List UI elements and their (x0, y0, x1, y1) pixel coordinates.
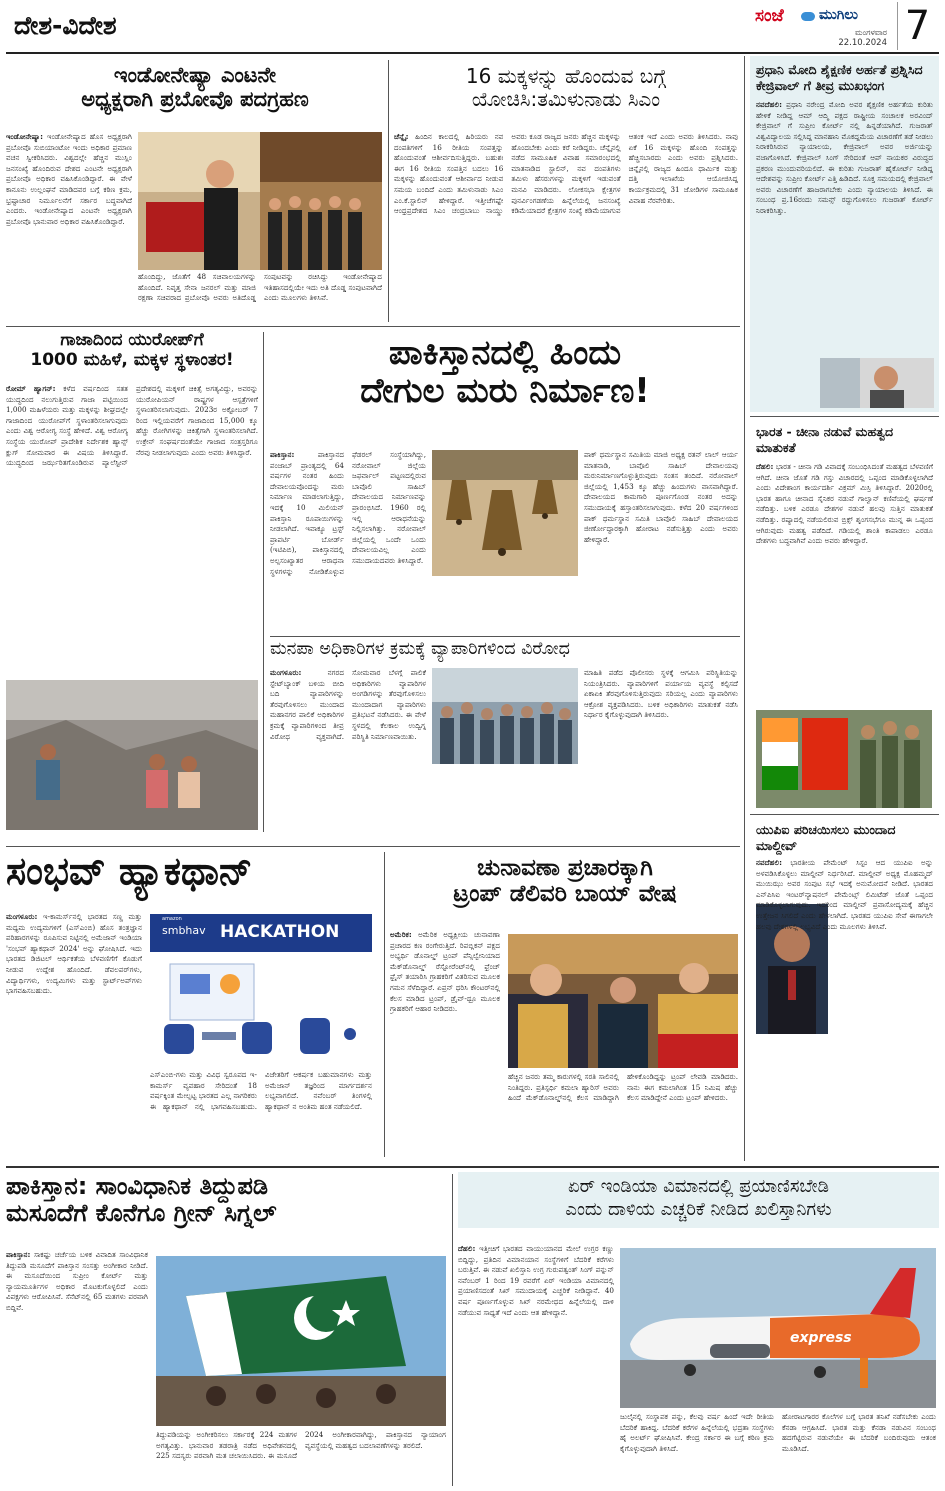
trump-dateline: ಅಮೆರಿಕ: (390, 930, 412, 939)
manapa-body-a: ಮಂಗಳೂರು: ನಗರದ ಸ್ಟೇಟ್‌ಬ್ಯಾಂಕ್ ಬಳಿಯ ಬೀದಿ ಬದಿ ವ್ಯಾಪಾರಿಗಳನ್ನು ತೆರವುಗೊಳಿಸಲು ಮುಂದಾದ ಮಹಾನಗರ ಪಾಲಿಕೆ ಅಧಿಕಾರಿಗಳ ಕ್ರಮಕ್ಕೆ ವ್ಯಾಪಾರಿಗಳಿಂದ ತೀವ್ರ ವಿರೋಧ ವ್ಯಕ್ತವಾಗಿದೆ. ಸೋಮವಾರ ಬೆಳಗ್ಗೆ ಪಾಲಿಕೆ ಅಧಿಕಾರಿಗಳು ವ್ಯಾಪಾರಿಗಳ ಅಂಗಡಿಗಳನ್ನು ತೆರವುಗೊಳಿಸಲು ಮುಂದಾದಾಗ ವ್ಯಾಪಾರಿಗಳು ಪ್ರತಿಭಟನೆ ನಡೆಸಿದರು. ಈ ವೇಳೆ ಸ್ಥಳದಲ್ಲಿ ಕೆಲಕಾಲ ಉದ್ವಿಗ್ನ ಪರಿಸ್ಥಿತಿ ನಿರ್ಮಾಣವಾಯಿತು. (270, 668, 426, 741)
tamilnadu-headline-1: 16 ಮಕ್ಕಳನ್ನು ಹೊಂದುವ ಬಗ್ಗೆ (465, 64, 667, 88)
manapa-dateline: ಮಂಗಳೂರು: (270, 668, 302, 677)
article-maldives (750, 818, 939, 1161)
indonesia-body-a: ಇಂಡೋನೇಷ್ಯಾ: ಇಂಡೋನೇಷ್ಯಾದ ಹೊಸ ಅಧ್ಯಕ್ಷರಾಗಿ ಪ್ರಬೋವೊ ಸುಬಿಯಾಂಟೋ ಇಂದು ಅಧಿಕಾರ ಪ್ರಮಾಣ ವಚನ ಸ್ವೀಕರಿಸಿದರು. ವಿಶ್ವದಲ್ಲೇ ಹೆಚ್ಚಿನ ಮುಸ್ಲಿಂ ಜನಸಂಖ್ಯೆ ಹೊಂದಿರುವ ದೇಶದ ಎಂಟನೇ ಅಧ್ಯಕ್ಷರಾಗಿ ಪ್ರಬೋವೊ ಅಧಿಕಾರ ವಹಿಸಿಕೊಂಡಿದ್ದಾರೆ. ಈ ವೇಳೆ ಕಾನೂನು ಉಲ್ಲಂಘನೆ ಮಾಡಿದವರ ಬಗ್ಗೆ ಕಠಿಣ ಕ್ರಮ, ಭ್ರಷ್ಟಾಚಾರ ನಿರ್ಮೂಲನೆಗೆ ಸರ್ಕಾರ ಬದ್ಧವಾಗಿದೆ ಎಂದರು. ಇಂಡೋನೇಷ್ಯಾದ ಎಂಟನೇ ಅಧ್ಯಕ್ಷರಾಗಿ ಪ್ರಬೋವೊ ಭಾನುವಾರ ಅಧಿಕಾರ ವಹಿಸಿಕೊಂಡಿದ್ದಾರೆ. (6, 132, 132, 226)
article-trump (390, 852, 740, 1157)
tamilnadu-headline-2: ಯೋಚಿಸಿ:ತಮಿಳುನಾಡು ಸಿಎಂ (471, 87, 661, 111)
article-manapa (270, 640, 740, 836)
indonesia-photo-art (138, 132, 382, 270)
india-china-dateline: ದೆಹಲಿ: (756, 462, 774, 471)
indonesia-headline-2: ಅಧ್ಯಕ್ಷರಾಗಿ ಪ್ರಬೋವೊ ಪದಗ್ರಹಣ (81, 87, 309, 112)
logo-sanje: ಸಂಜೆ (755, 6, 784, 26)
temple-body-a: ಪಾಕಿಸ್ತಾನ: ಪಾಕಿಸ್ತಾನದ ಪಂಜಾಬ್ ಪ್ರಾಂತ್ಯದಲ್ಲಿ 64 ವರ್ಷಗಳ ನಂತರ ಹಿಂದು ದೇವಾಲಯವೊಂದನ್ನು ಮರು ನಿರ್ಮಾಣ ಮಾಡಲಾಗುತ್ತಿದ್ದು, ಇದಕ್ಕೆ 10 ಮಿಲಿಯನ್ ಪಾಕಿಸ್ತಾನಿ ರೂಪಾಯಿಗಳನ್ನು ನೀಡಲಾಗಿದೆ. ಇವಾಕ್ಯೂ ಟ್ರಸ್ಟ್ ಪ್ರಾಪರ್ಟಿ ಬೋರ್ಡ್ (ಇಟಿಪಿಬಿ), ಪಾಕಿಸ್ತಾನದಲ್ಲಿ ಅಲ್ಪಸಂಖ್ಯಾತರ ಆರಾಧನಾ ಸ್ಥಳಗಳನ್ನು ನೋಡಿಕೊಳ್ಳುವ ಫೆಡರಲ್ ಸಂಸ್ಥೆಯಾಗಿದ್ದು, ನರೋವಾಲ್ ಜಿಲ್ಲೆಯ ಜಫರ್ವಾಲ್ ಪಟ್ಟಣದಲ್ಲಿರುವ ಬಾವೊಲಿ ಸಾಹಿಬ್ ದೇವಾಲಯದ ನಿರ್ಮಾಣವನ್ನು ಪ್ರಾರಂಭಿಸಿದೆ. 1960 ರಲ್ಲಿ ಇಲ್ಲಿ ಆರಾಧನೆಯನ್ನು ನಿಲ್ಲಿಸಲಾಗಿತ್ತು. ನರೋವಾಲ್ ಜಿಲ್ಲೆಯಲ್ಲಿ ಒಂದೇ ಒಂದು ದೇವಾಲಯವಿಲ್ಲ ಎಂದು ಸಮುದಾಯದವರು ತಿಳಿಸಿದ್ದಾರೆ. (270, 450, 426, 576)
masthead-rule (6, 52, 939, 54)
tamilnadu-dateline: ಚೆನ್ನೈ: (394, 132, 409, 141)
trump-headline-2: ಟ್ರಂಪ್ ಡೆಲಿವರಿ ಬಾಯ್ ವೇಷ (453, 881, 677, 908)
air-india-express-photo (620, 1248, 936, 1408)
maldives-headline: ಯುಪಿಐ ಪರಿಚಯಿಸಲು ಮುಂದಾದ ಮಾಲ್ದೀವ್ (756, 822, 896, 853)
article-indonesia (6, 60, 384, 322)
air-india-headline-2: ಎಂದು ದಾಳಿಯ ಎಚ್ಚರಿಕೆ ನೀಡಿದ ಖಲಿಸ್ತಾನಿಗಳು (565, 1198, 832, 1220)
amendment-headline-2: ಮಸೂದೆಗೆ ಕೊನೆಗೂ ಗ್ರೀನ್ ಸಿಗ್ನಲ್ (6, 1199, 277, 1228)
page-number: 7 (897, 2, 937, 50)
article-air-india (458, 1172, 939, 1486)
trump-photo (508, 934, 738, 1068)
amendment-body-a: ಪಾಕಿಸ್ತಾನ: ಸಾಕಷ್ಟು ಚರ್ಚೆಯ ಬಳಿಕ ವಿವಾದಿತ ಸಾಂವಿಧಾನಿಕ ತಿದ್ದುಪಡಿ ಮಸೂದೆಗೆ ಪಾಕಿಸ್ತಾನ ಸಂಸತ್ತು ಅಂಗೀಕಾರ ನೀಡಿದೆ. ಈ ಮಸೂದೆಯಿಂದ ಸುಪ್ರೀಂ ಕೋರ್ಟ್ ಮತ್ತು ನ್ಯಾಯಮೂರ್ತಿಗಳ ಅಧಿಕಾರ ಮೊಟಕುಗೊಳ್ಳಲಿದೆ ಎಂದು ವಿಪಕ್ಷಗಳು ಆರೋಪಿಸಿವೆ. ಸೆನೆಟ್‌ನಲ್ಲಿ 65 ಮತಗಳು ಪರವಾಗಿ ಬಿದ್ದಿವೆ. (6, 1250, 148, 1312)
logo-cloud-icon (801, 12, 815, 21)
maldives-body: ನವದೆಹಲಿ: ಭಾರತೀಯ ಪೇಮೆಂಟ್ ಸಿಸ್ಟಂ ಆದ ಯುಪಿಐ ಅನ್ನು ಅಳವಡಿಸಿಕೊಳ್ಳಲು ಮಾಲ್ದೀವ್ ನಿರ್ಧರಿಸಿದೆ. ಮಾಲ್ದೀವ್ ಅಧ್ಯಕ್ಷ ಮೊಹಮ್ಮದ್ ಮುಯಿಝು ಅವರ ಸಂಪುಟ ಸಭೆ ಇದಕ್ಕೆ ಅನುಮೋದನೆ ನೀಡಿದೆ. ಭಾರತದ ಎನ್‌ಪಿಸಿಐ ಇಂಟರ್‌ನ್ಯಾಷನಲ್ ಪೇಮೆಂಟ್ಸ್ ಲಿಮಿಟೆಡ್ ಜೊತೆ ಒಪ್ಪಂದ ಮಾಡಿಕೊಳ್ಳಲಾಗುವುದು. ಇದರಿಂದ ಮಾಲ್ದೀವ್ ಪ್ರವಾಸೋದ್ಯಮಕ್ಕೆ ಹೆಚ್ಚಿನ ಉತ್ತೇಜನ ಸಿಗಲಿದೆ ಎಂದು ಹೇಳಲಾಗಿದೆ. ಭಾರತದ ಯುಪಿಐ ಸೇವೆ ಈಗಾಗಲೇ ಹಲವು ದೇಶಗಳಲ್ಲಿ ಲಭ್ಯವಿದೆ ಎಂದು ಮೂಲಗಳು ತಿಳಿಸಿವೆ. (756, 858, 933, 931)
temple-body-b: ಪಾಕ್ ಧರ್ಮಸ್ಥಾನ ಸಮಿತಿಯ ಮಾಜಿ ಅಧ್ಯಕ್ಷ ರತನ್ ಲಾಲ್ ಆರ್ಯ ಮಾತನಾಡಿ, ಬಾವೊಲಿ ಸಾಹಿಬ್ ದೇವಾಲಯವು ಮರುನಿರ್ಮಾಣಗೊಳ್ಳುತ್ತಿರುವುದು ಸಂತಸ ತಂದಿದೆ. ನರೋವಾಲ್ ಜಿಲ್ಲೆಯಲ್ಲಿ 1,453 ಕ್ಕೂ ಹೆಚ್ಚು ಹಿಂದುಗಳು ವಾಸವಾಗಿದ್ದಾರೆ. ದೇವಾಲಯದ ಕಾಮಗಾರಿ ಪೂರ್ಣಗೊಂಡ ನಂತರ ಅದನ್ನು ಸಮುದಾಯಕ್ಕೆ ಹಸ್ತಾಂತರಿಸಲಾಗುವುದು. ಕಳೆದ 20 ವರ್ಷಗಳಿಂದ ಪಾಕ್ ಧರ್ಮಸ್ಥಾನ ಸಮಿತಿ ಬಾವೊಲಿ ಸಾಹಿಬ್ ದೇವಾಲಯದ ಜೀರ್ಣೋದ್ಧಾರಕ್ಕಾಗಿ ಹೋರಾಟ ನಡೆಸುತ್ತಿತ್ತು ಎಂದು ಅವರು ಹೇಳಿದ್ದಾರೆ. (584, 450, 738, 544)
modi-dateline: ನವದೆಹಲಿ: (756, 100, 782, 109)
masthead-date: 22.10.2024 (838, 38, 887, 48)
article-hackathon (6, 852, 378, 1157)
hackathon-brand: smbhav (162, 924, 206, 937)
logo-mugilu: ಮುಗಿಲು (819, 7, 858, 23)
air-india-dateline: ದೆಹಲಿ: (458, 1244, 476, 1253)
article-pakistan-temple (270, 332, 740, 632)
gaza-photo (6, 680, 258, 830)
amendment-body-b: ತಿದ್ದುಪಡಿಯನ್ನು ಅಂಗೀಕರಿಸಲು ಸರ್ಕಾರಕ್ಕೆ 224 ಮತಗಳ ಅಗತ್ಯವಿತ್ತು. ಭಾನುವಾರ ತಡರಾತ್ರಿ ನಡೆದ ಅಧಿವೇಶನದಲ್ಲಿ 225 ಸದಸ್ಯರು ಪರವಾಗಿ ಮತ ಚಲಾಯಿಸಿದರು. ಈ ಮಸೂದೆ 2024 ಅಂಗೀಕಾರವಾಗಿದ್ದು, ಪಾಕಿಸ್ತಾನದ ನ್ಯಾಯಾಂಗ ವ್ಯವಸ್ಥೆಯಲ್ಲಿ ಮಹತ್ವದ ಬದಲಾವಣೆಗಳನ್ನು ತರಲಿದೆ. (156, 1430, 446, 1461)
modi-headline: ಪ್ರಧಾನಿ ಮೋದಿ ಶೈಕ್ಷಣಿಕ ಅರ್ಹತೆ ಪ್ರಶ್ನಿಸಿದ ಕೇಜ್ರಿವಾಲ್ ಗೆ ತೀವ್ರ ಮುಖಭಂಗ (756, 62, 923, 93)
hackathon-graphic (150, 914, 372, 1064)
article-modi (750, 56, 939, 412)
temple-dateline: ಪಾಕಿಸ್ತಾನ: (270, 450, 295, 459)
indonesia-headline-1: ಇಂಡೋನೇಷ್ಯಾ ಎಂಟನೇ (113, 63, 277, 87)
article-pakistan-amendment (6, 1174, 448, 1486)
air-india-body-a: ದೆಹಲಿ: ಇತ್ತೀಚಿಗೆ ಭಾರತದ ವಾಯುಯಾನದ ಮೇಲೆ ಉಗ್ರರ ಕಣ್ಣು ಬಿದ್ದಿದ್ದು, ಪ್ರತಿದಿನ ವಿಮಾನಯಾನ ಸಂಸ್ಥೆಗಳಿಗೆ ಬೆದರಿಕೆ ಕರೆಗಳು ಬರುತ್ತಿವೆ. ಈ ನಡುವೆ ಖಲಿಸ್ತಾನಿ ಉಗ್ರ ಗುರುಪತ್ವಂತ್ ಸಿಂಗ್ ಪನ್ನುನ್ ನವೆಂಬರ್ 1 ರಿಂದ 19 ರವರೆಗೆ ಏರ್ ಇಂಡಿಯಾ ವಿಮಾನದಲ್ಲಿ ಪ್ರಯಾಣಿಸದಂತೆ ಸಿಖ್ ಸಮುದಾಯಕ್ಕೆ ಎಚ್ಚರಿಕೆ ನೀಡಿದ್ದಾನೆ. 40 ವರ್ಷ ಪೂರ್ಣಗೊಳ್ಳುವ ಸಿಖ್ ನರಮೇಧದ ಹಿನ್ನೆಲೆಯಲ್ಲಿ ದಾಳಿ ನಡೆಯುವ ಸಾಧ್ಯತೆ ಇದೆ ಎಂದು ಆತ ಹೇಳಿದ್ದಾನೆ. (458, 1244, 614, 1317)
article-tamilnadu (394, 60, 738, 322)
hackathon-body-b: ಎಸ್‌ಎಂಬಿ-ಗಳು ಮತ್ತು ವಿವಿಧ ಸ್ವರೂಪದ ಇ-ಕಾಮರ್ಸ್ ವ್ಯವಹಾರ ಸೇರಿದಂತೆ 18 ವರ್ಷಕ್ಕಿಂತ ಮೇಲ್ಪಟ್ಟ ಭಾರತದ ಎಲ್ಲ ನಾಗರಿಕರು ಈ ಹ್ಯಾಕಥಾನ್ ನಲ್ಲಿ ಭಾಗವಹಿಸಬಹುದು. ವಿಜೇತರಿಗೆ ಆಕರ್ಷಕ ಬಹುಮಾನಗಳು ಮತ್ತು ಅಮೆಜಾನ್ ತಜ್ಞರಿಂದ ಮಾರ್ಗದರ್ಶನ ಲಭ್ಯವಾಗಲಿದೆ. ನವೆಂಬರ್ ತಿಂಗಳಲ್ಲಿ ಹ್ಯಾಕಥಾನ್ ನ ಅಂತಿಮ ಹಂತ ನಡೆಯಲಿದೆ. (150, 1070, 372, 1111)
indonesia-body-b: ಹೊಂದಿದ್ದು, ಜೊತೆಗೆ 48 ಸಚಿವಾಲಯಗಳನ್ನು ಹೊಂದಿದೆ. ನಿವೃತ್ತ ಸೇನಾ ಜನರಲ್ ಮತ್ತು ಮಾಜಿ ರಕ್ಷಣಾ ಸಚಿವರಾದ ಪ್ರಬೋವೊ ಅವರು ಅತಿದೊಡ್ಡ ಸಂಪುಟವನ್ನು ರಚಿಸಿದ್ದು ಇಂಡೋನೇಷ್ಯಾದ ಇತಿಹಾಸದಲ್ಲಿಯೇ ಇದು ಅತಿ ದೊಡ್ಡ ಸಂಪುಟವಾಗಿದೆ ಎಂದು ಮೂಲಗಳು ತಿಳಿಸಿವೆ. (138, 272, 382, 303)
india-china-photo (756, 710, 932, 808)
masthead-logo (755, 6, 891, 50)
india-china-headline: ಭಾರತ - ಚೀನಾ ನಡುವೆ ಮಹತ್ವದ ಮಾತುಕತೆ (756, 424, 894, 455)
india-china-body: ದೆಹಲಿ: ಭಾರತ - ಚೀನಾ ಗಡಿ ವಿವಾದಕ್ಕೆ ಸಂಬಂಧಿಸಿದಂತೆ ಮಹತ್ವದ ಬೆಳವಣಿಗೆ ಆಗಿದೆ. ಚೀನಾ ಜೊತೆ ಗಡಿ ಗಸ್ತು ವಿಚಾರದಲ್ಲಿ ಒಪ್ಪಂದ ಮಾಡಿಕೊಳ್ಳಲಾಗಿದೆ ಎಂದು ವಿದೇಶಾಂಗ ಕಾರ್ಯದರ್ಶಿ ವಿಕ್ರಮ್ ಮಿಸ್ರಿ ತಿಳಿಸಿದ್ದಾರೆ. 2020ರಲ್ಲಿ ಭಾರತ ಹಾಗೂ ಚೀನಾದ ಸೈನಿಕರ ನಡುವೆ ಗಾಲ್ವಾನ್ ಕಣಿವೆಯಲ್ಲಿ ಘರ್ಷಣೆ ನಡೆದಿತ್ತು. ಬಳಿಕ ಎರಡೂ ದೇಶಗಳ ನಡುವೆ ಹಲವು ಸುತ್ತಿನ ಮಾತುಕತೆ ನಡೆದಿತ್ತು. ರಷ್ಯಾದಲ್ಲಿ ನಡೆಯಲಿರುವ ಬ್ರಿಕ್ಸ್ ಶೃಂಗಸಭೆಗೂ ಮುನ್ನ ಈ ಒಪ್ಪಂದ ಆಗಿರುವುದು ಮಹತ್ವ ಪಡೆದಿದೆ. ಗಡಿಯಲ್ಲಿ ಶಾಂತಿ ಕಾಪಾಡಲು ಎರಡೂ ದೇಶಗಳು ಬದ್ಧವಾಗಿವೆ ಎಂದು ಅವರು ಹೇಳಿದ್ದಾರೆ. (756, 462, 933, 546)
section-banner (6, 6, 174, 48)
masthead-day: ಮಂಗಳವಾರ (854, 28, 887, 37)
trump-headline-1: ಚುನಾವಣಾ ಪ್ರಚಾರಕ್ಕಾಗಿ (477, 855, 653, 881)
kejriwal-photo (820, 358, 934, 408)
trump-body-a: ಅಮೆರಿಕ: ಅಮೆರಿಕ ಅಧ್ಯಕ್ಷೀಯ ಚುನಾವಣಾ ಪ್ರಚಾರದ ಕಣ ರಂಗೇರುತ್ತಿದೆ. ರಿಪಬ್ಲಿಕನ್ ಪಕ್ಷದ ಅಭ್ಯರ್ಥಿ ಡೊನಾಲ್ಡ್ ಟ್ರಂಪ್ ಪೆನ್ಸಿಲ್ವೇನಿಯಾದ ಮೆಕ್‌ಡೊನಾಲ್ಡ್ ರೆಸ್ಟೋರೆಂಟ್‌ನಲ್ಲಿ ಫ್ರೆಂಚ್ ಫ್ರೈಸ್ ತಯಾರಿಸಿ ಗ್ರಾಹಕರಿಗೆ ವಿತರಿಸುವ ಮೂಲಕ ಗಮನ ಸೆಳೆದಿದ್ದಾರೆ. ಏಪ್ರನ್ ಧರಿಸಿ ಕೌಂಟರ್‌ನಲ್ಲಿ ಕೆಲಸ ಮಾಡಿದ ಟ್ರಂಪ್, ಡ್ರೈವ್-ಥ್ರೂ ಮೂಲಕ ಗ್ರಾಹಕರಿಗೆ ಆಹಾರ ನೀಡಿದರು. (390, 930, 500, 1014)
hackathon-image-title: HACKATHON (220, 922, 340, 942)
article-gaza (6, 332, 258, 832)
manapa-headline: ಮನಪಾ ಅಧಿಕಾರಿಗಳ ಕ್ರಮಕ್ಕೆ ವ್ಯಾಪಾರಿಗಳಿಂದ ವಿರೋಧ (270, 640, 570, 659)
temple-bells-photo (432, 450, 578, 576)
air-india-livery-text: express (790, 1330, 852, 1346)
manapa-body-b: ಮಾಹಿತಿ ಪಡೆದ ಪೊಲೀಸರು ಸ್ಥಳಕ್ಕೆ ಆಗಮಿಸಿ ಪರಿಸ್ಥಿತಿಯನ್ನು ನಿಯಂತ್ರಿಸಿದರು. ವ್ಯಾಪಾರಿಗಳಿಗೆ ಪರ್ಯಾಯ ವ್ಯವಸ್ಥೆ ಕಲ್ಪಿಸದೆ ಏಕಾಏಕಿ ತೆರವುಗೊಳಿಸುತ್ತಿರುವುದು ಸರಿಯಲ್ಲ ಎಂದು ವ್ಯಾಪಾರಿಗಳು ಆಕ್ರೋಶ ವ್ಯಕ್ತಪಡಿಸಿದರು. ಬಳಿಕ ಅಧಿಕಾರಿಗಳು ಮಾತುಕತೆ ನಡೆಸಿ ನಿರ್ಧಾರ ಕೈಗೊಳ್ಳುವುದಾಗಿ ತಿಳಿಸಿದರು. (584, 668, 738, 720)
air-india-body-b: ಜುಲೈನಲ್ಲಿ ಸಂಸ್ಥಾಪಕ ಪನ್ನು, ಕೆಲವು ವರ್ಷ ಹಿಂದೆ ಇದೇ ರೀತಿಯ ಬೆದರಿಕೆ ಹಾಕಿದ್ದ. ಬೆದರಿಕೆ ಕರೆಗಳ ಹಿನ್ನೆಲೆಯಲ್ಲಿ ಭದ್ರತಾ ಸಂಸ್ಥೆಗಳು ಹೈ ಅಲರ್ಟ್ ಘೋಷಿಸಿವೆ. ಕೇಂದ್ರ ಸರ್ಕಾರ ಈ ಬಗ್ಗೆ ಕಠಿಣ ಕ್ರಮ ಕೈಗೊಳ್ಳುವುದಾಗಿ ತಿಳಿಸಿದೆ. (620, 1412, 774, 1453)
gaza-headline-2: 1000 ಮಹಿಳೆ, ಮಕ್ಕಳ ಸ್ಥಳಾಂತರ! (30, 349, 234, 370)
amendment-headline-1: ಪಾಕಿಸ್ತಾನ: ಸಾಂವಿಧಾನಿಕ ತಿದ್ದುಪಡಿ (6, 1174, 268, 1200)
indonesia-dateline: ಇಂಡೋನೇಷ್ಯಾ: (6, 132, 44, 141)
hackathon-dateline: ಮಂಗಳೂರು: (6, 912, 38, 921)
gaza-headline-1: ಗಾಜಾದಿಂದ ಯುರೋಪ್‌ಗೆ (60, 332, 204, 350)
temple-headline-2: ದೇಗುಲ ಮರು ನಿರ್ಮಾಣ! (360, 370, 650, 411)
maldives-dateline: ನವದೆಹಲಿ: (756, 858, 782, 867)
modi-body: ನವದೆಹಲಿ: ಪ್ರಧಾನಿ ನರೇಂದ್ರ ಮೋದಿ ಅವರ ಶೈಕ್ಷಣಿಕ ಅರ್ಹತೆಯ ಕುರಿತು ಹೇಳಿಕೆ ನೀಡಿದ್ದ ಆಮ್ ಆದ್ಮಿ ಪಕ್ಷದ ರಾಷ್ಟ್ರೀಯ ಸಂಚಾಲಕ ಅರವಿಂದ್ ಕೇಜ್ರಿವಾಲ್ ಗೆ ಸುಪ್ರೀಂ ಕೋರ್ಟ್ ನಲ್ಲಿ ಹಿನ್ನಡೆಯಾಗಿದೆ. ಗುಜರಾತ್ ವಿಶ್ವವಿದ್ಯಾಲಯ ಸಲ್ಲಿಸಿದ್ದ ಮಾನಹಾನಿ ಮೊಕದ್ದಮೆಯ ವಿಚಾರಣೆಗೆ ತಡೆ ನೀಡಲು ನಿರಾಕರಿಸಿರುವ ನ್ಯಾಯಾಲಯ, ಕೇಜ್ರಿವಾಲ್ ಅವರ ಅರ್ಜಿಯನ್ನು ವಜಾಗೊಳಿಸಿದೆ. ಕೇಜ್ರಿವಾಲ್ ಸಿಂಗ್ ಸೇರಿದಂತೆ ಆಪ್ ನಾಯಕರ ವಿರುದ್ಧದ ಪ್ರಕರಣ ಮುಂದುವರಿಯಲಿದೆ. ಈ ಕುರಿತು ಗುಜರಾತ್ ಹೈಕೋರ್ಟ್ ನೀಡಿದ್ದ ಆದೇಶವನ್ನು ಸುಪ್ರೀಂ ಕೋರ್ಟ್ ಎತ್ತಿ ಹಿಡಿದಿದೆ. ಸೂಕ್ತ ಸಮಯದಲ್ಲಿ ಕೇಜ್ರಿವಾಲ್ ಅವರು ವಿಚಾರಣೆಗೆ ಹಾಜರಾಗಬೇಕು ಎಂದು ನ್ಯಾಯಾಲಯ ತಿಳಿಸಿದೆ. ಈ ಸಂಬಂಧ ಪ್ರ.16ರಂದು ಸಮನ್ಸ್ ರದ್ದುಗೊಳಿಸಲು ಗುಜರಾತ್ ಕೋರ್ಟ್ ನಿರಾಕರಿಸಿತ್ತು. (756, 100, 933, 215)
section-title: ದೇಶ-ವಿದೇಶ (14, 11, 117, 40)
tamilnadu-body: ಚೆನ್ನೈ: ಹಿಂದಿನ ಕಾಲದಲ್ಲಿ ಹಿರಿಯರು ನವ ದಂಪತಿಗಳಿಗೆ 16 ರೀತಿಯ ಸಂಪತ್ತನ್ನು ಹೊಂದುವಂತೆ ಆಶೀರ್ವದಿಸುತ್ತಿದ್ದರು. ಬಹುಶಃ ಈಗ 16 ರೀತಿಯ ಸಂಪತ್ತಿನ ಬದಲು 16 ಮಕ್ಕಳನ್ನು ಹೊಂದುವಂತೆ ಆಶೀರ್ವಾದ ನೀಡುವ ಸಮಯ ಬಂದಿದೆ ಎಂದು ತಮಿಳುನಾಡು ಸಿಎಂ ಎಂ.ಕೆ.ಸ್ಟಾಲಿನ್ ಹೇಳಿದ್ದಾರೆ. ಇತ್ತೀಚೆಗಷ್ಟೇ ಆಂಧ್ರಪ್ರದೇಶದ ಸಿಎಂ ಚಂದ್ರಬಾಬು ನಾಯ್ಡು ಅವರು ಕೂಡ ರಾಜ್ಯದ ಜನರು ಹೆಚ್ಚಿನ ಮಕ್ಕಳನ್ನು ಹೊಂದಬೇಕು ಎಂದು ಕರೆ ನೀಡಿದ್ದರು. ಚೆನ್ನೈನಲ್ಲಿ ನಡೆದ ಸಾಮೂಹಿಕ ವಿವಾಹ ಸಮಾರಂಭದಲ್ಲಿ ಮಾತನಾಡಿದ ಸ್ಟಾಲಿನ್, ನವ ದಂಪತಿಗಳು ತಮಿಳು ಹೆಸರುಗಳನ್ನು ಮಕ್ಕಳಿಗೆ ಇಡುವಂತೆ ಮನವಿ ಮಾಡಿದರು. ಲೋಕಸಭಾ ಕ್ಷೇತ್ರಗಳ ಪುನರ್ವಿಂಗಡಣೆಯ ಹಿನ್ನೆಲೆಯಲ್ಲಿ ಜನಸಂಖ್ಯೆ ಕಡಿಮೆಯಾದರೆ ಕ್ಷೇತ್ರಗಳ ಸಂಖ್ಯೆ ಕಡಿಮೆಯಾಗುವ ಆತಂಕ ಇದೆ ಎಂದು ಅವರು ತಿಳಿಸಿದರು. ನಾವು ಏಕೆ 16 ಮಕ್ಕಳನ್ನು ಹೊಂದಿ ಸಂಪತ್ತನ್ನು ಹೆಚ್ಚಿಸಬಾರದು ಎಂದು ಅವರು ಪ್ರಶ್ನಿಸಿದರು. ಚಿನ್ನೈನಲ್ಲಿ ರಾಜ್ಯದ ಹಿಂದೂ ಧಾರ್ಮಿಕ ಮತ್ತು ದತ್ತಿ ಇಲಾಖೆಯ ಆಯೋಜಿಸಿದ್ದ ಕಾರ್ಯಕ್ರಮದಲ್ಲಿ 31 ಜೋಡಿಗಳ ಸಾಮೂಹಿಕ ವಿವಾಹ ನೆರವೇರಿತು. (394, 132, 738, 216)
manapa-photo (432, 668, 578, 764)
gaza-body: ರೋಮ್ ಹ್ಯಾಗನ್: ಕಳೆದ ವರ್ಷದಿಂದ ಸತತ ಯುದ್ಧದಿಂದ ನಲುಗುತ್ತಿರುವ ಗಾಜಾ ಪಟ್ಟಿಯಿಂದ 1,000 ಮಹಿಳೆಯರು ಮತ್ತು ಮಕ್ಕಳನ್ನು ಶೀಘ್ರದಲ್ಲೇ ಗಾಜಾದಿಂದ ಯುರೋಪ್‌ಗೆ ಸ್ಥಳಾಂತರಿಸಲಾಗುವುದು ಎಂದು ವಿಶ್ವ ಆರೋಗ್ಯ ಸಂಸ್ಥೆ ಹೇಳಿದೆ. ವಿಶ್ವ ಆರೋಗ್ಯ ಸಂಸ್ಥೆಯ ಯುರೋಪ್ ಪ್ರಾದೇಶಿಕ ನಿರ್ದೇಶಕ ಹ್ಯಾನ್ಸ್ ಕ್ಲುಗ್ ಸೋಮವಾರ ಈ ವಿಷಯ ತಿಳಿಸಿದ್ದಾರೆ. ಯುದ್ಧದಿಂದ ಜರ್ಝರಿತಗೊಂಡಿರುವ ಪ್ಯಾಲೆಸ್ಟೀನ್ ಪ್ರದೇಶದಲ್ಲಿ ಮಕ್ಕಳಿಗೆ ಚಿಕಿತ್ಸೆ ಅಗತ್ಯವಿದ್ದು, ಅವರನ್ನು ಯುರೋಪಿಯನ್ ರಾಷ್ಟ್ರಗಳ ಆಸ್ಪತ್ರೆಗಳಿಗೆ ಸ್ಥಳಾಂತರಿಸಲಾಗುವುದು. 2023ರ ಅಕ್ಟೋಬರ್ 7 ರಿಂದ ಇಲ್ಲಿಯವರೆಗೆ ಗಾಜಾದಿಂದ 15,000 ಕ್ಕೂ ಹೆಚ್ಚು ರೋಗಿಗಳನ್ನು ಚಿಕಿತ್ಸೆಗಾಗಿ ಸ್ಥಳಾಂತರಿಸಲಾಗಿದೆ. ಉಕ್ರೇನ್ ಸಂಘರ್ಷದಂತೆಯೇ ಗಾಜಾದ ಸಂತ್ರಸ್ತರಿಗೂ ನೆರವು ನೀಡಲಾಗುವುದು ಎಂದು ಅವರು ತಿಳಿಸಿದ್ದಾರೆ. (6, 384, 258, 468)
indonesia-photo (138, 132, 382, 270)
trump-body-b: ಹೆಚ್ಚಿನ ಜನರು ತಮ್ಮ ಕಾರುಗಳಲ್ಲಿ ಸರತಿ ಸಾಲಿನಲ್ಲಿ ನಿಂತಿದ್ದರು. ಪ್ರತಿಸ್ಪರ್ಧಿ ಕಮಲಾ ಹ್ಯಾರಿಸ್ ಅವರು ಹಿಂದೆ ಮೆಕ್‌ಡೊನಾಲ್ಡ್‌ನಲ್ಲಿ ಕೆಲಸ ಮಾಡಿದ್ದಾಗಿ ಹೇಳಿಕೊಂಡಿದ್ದನ್ನು ಟ್ರಂಪ್ ಲೇವಡಿ ಮಾಡಿದರು. ನಾನು ಈಗ ಕಮಲಾಗಿಂತ 15 ನಿಮಿಷ ಹೆಚ್ಚು ಕೆಲಸ ಮಾಡಿದ್ದೇನೆ ಎಂದು ಟ್ರಂಪ್ ಹೇಳಿದರು. (508, 1072, 738, 1103)
article-india-china (750, 420, 939, 812)
air-india-headline-1: ಏರ್ ಇಂಡಿಯಾ ವಿಮಾನದಲ್ಲಿ ಪ್ರಯಾಣಿಸಬೇಡಿ (568, 1176, 829, 1197)
hackathon-body-a: ಮಂಗಳೂರು: ಇ-ಕಾಮರ್ಸ್‌ನಲ್ಲಿ ಭಾರತದ ಸಣ್ಣ ಮತ್ತು ಮಧ್ಯಮ ಉದ್ಯಮಗಳಿಗೆ (ಎಸ್‌ಎಂಬಿ) ಹೊಸ ತಂತ್ರಜ್ಞಾನ ಪರಿಹಾರಗಳನ್ನು ರೂಪಿಸುವ ನಿಟ್ಟಿನಲ್ಲಿ ಅಮೆಜಾನ್ ಇಂಡಿಯಾ 'ಸಂಭವ್ ಹ್ಯಾಕಥಾನ್ 2024' ಅನ್ನು ಘೋಷಿಸಿದೆ. ಇದು ಭಾರತದ ಡಿಜಿಟಲ್ ಆರ್ಥಿಕತೆಯ ಬೆಳವಣಿಗೆಗೆ ಕೊಡುಗೆ ನೀಡುವ ಉದ್ದೇಶ ಹೊಂದಿದೆ. ಡೆವಲಪರ್‌ಗಳು, ವಿದ್ಯಾರ್ಥಿಗಳು, ಉದ್ಯಮಿಗಳು ಮತ್ತು ಸ್ಟಾರ್ಟ್‌ಅಪ್‌ಗಳು ಭಾಗವಹಿಸಬಹುದು. (6, 912, 142, 996)
air-india-body-c: ಹೋರಾಟಗಾರರ ಕೊಲೆಗಳ ಬಗ್ಗೆ ಭಾರತ ತನಿಖೆ ನಡೆಸಬೇಕು ಎಂದು ಕೆನಡಾ ಆಗ್ರಹಿಸಿದೆ. ಭಾರತ ಮತ್ತು ಕೆನಡಾ ನಡುವಿನ ಸಂಬಂಧ ಹದಗೆಟ್ಟಿರುವ ನಡುವೆಯೇ ಈ ಬೆದರಿಕೆ ಬಂದಿರುವುದು ಆತಂಕ ಮೂಡಿಸಿದೆ. (782, 1412, 936, 1453)
gaza-dateline: ರೋಮ್ ಹ್ಯಾಗನ್: (6, 384, 56, 393)
pakistan-flag-photo (156, 1256, 446, 1426)
hackathon-brand-small: amazon (162, 916, 182, 922)
hackathon-headline: ಸಂಭವ್ ಹ್ಯಾಕಥಾನ್ (6, 852, 253, 893)
temple-headline-1: ಪಾಕಿಸ್ತಾನದಲ್ಲಿ ಹಿಂದು (388, 333, 622, 373)
air-india-headline-box (458, 1172, 939, 1228)
amendment-dateline: ಪಾಕಿಸ್ತಾನ: (6, 1250, 31, 1259)
